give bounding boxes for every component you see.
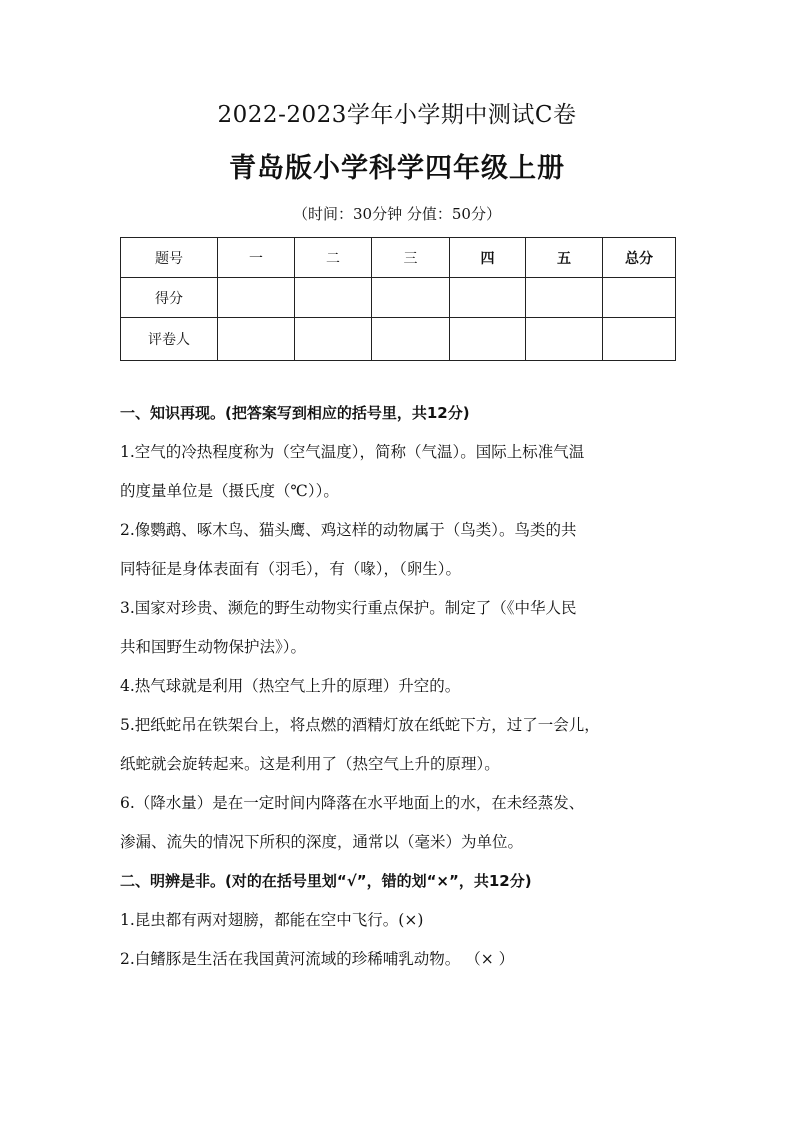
score-cell [372,318,450,361]
question-line: 同特征是身体表面有（羽毛），有（喙），（卵生）。 [120,560,462,578]
score-cell [603,278,676,318]
question-line: 的度量单位是（摄氏度（℃））。 [120,482,339,500]
question-line: 2.像鹦鹉、啄木鸟、猫头鹰、鸡这样的动物属于（鸟类）。鸟类的共 [120,521,577,539]
score-table [120,237,676,361]
score-header-cell: 二 [295,238,372,278]
exam-title: 2022-2023学年小学期中测试C卷 [217,102,577,128]
section-heading: 一、知识再现。(把答案写到相应的括号里，共12分) [120,404,470,422]
score-cell [526,318,603,361]
score-table-row [121,318,676,361]
section-heading: 二、明辨是非。(对的在括号里划“√”，错的划“×”，共12分) [120,872,532,890]
score-header-cell: 总分 [603,238,676,278]
score-table-row [121,278,676,318]
score-cell [218,278,295,318]
question-line: 渗漏、流失的情况下所积的深度，通常以（毫米）为单位。 [120,833,524,851]
exam-meta: （时间：30分钟 分值：50分） [293,205,501,223]
question-line: 1.昆虫都有两对翅膀，都能在空中飞行。(×) [120,911,424,929]
score-cell [372,278,450,318]
score-header-cell: 三 [372,238,450,278]
question-line: 4.热气球就是利用（热空气上升的原理）升空的。 [120,677,461,695]
question-line: 6.（降水量）是在一定时间内降落在水平地面上的水，在未经蒸发、 [120,794,585,812]
score-header-cell: 四 [450,238,526,278]
exam-content [120,398,690,983]
score-cell [526,278,603,318]
score-table-header-row [121,238,676,278]
question-line: 2.白鳍豚是生活在我国黄河流域的珍稀哺乳动物。 （× ） [120,950,515,968]
question-line: 共和国野生动物保护法》）。 [120,638,307,656]
score-row-label: 评卷人 [121,318,218,361]
question-line: 纸蛇就会旋转起来。这是利用了（热空气上升的原理）。 [120,755,500,773]
score-cell [450,318,526,361]
question-line: 1.空气的冷热程度称为（空气温度），简称（气温）。国际上标准气温 [120,443,585,461]
score-cell [218,318,295,361]
score-header-cell: 一 [218,238,295,278]
score-header-cell: 题号 [121,238,218,278]
score-cell [450,278,526,318]
score-row-label: 得分 [121,278,218,318]
question-line: 3.国家对珍贵、濒危的野生动物实行重点保护。制定了（《中华人民 [120,599,577,617]
score-header-cell: 五 [526,238,603,278]
exam-subtitle: 青岛版小学科学四年级上册 [229,153,565,184]
score-cell [295,318,372,361]
score-cell [603,318,676,361]
question-line: 5.把纸蛇吊在铁架台上，将点燃的酒精灯放在纸蛇下方，过了一会儿， [120,716,600,734]
score-cell [295,278,372,318]
